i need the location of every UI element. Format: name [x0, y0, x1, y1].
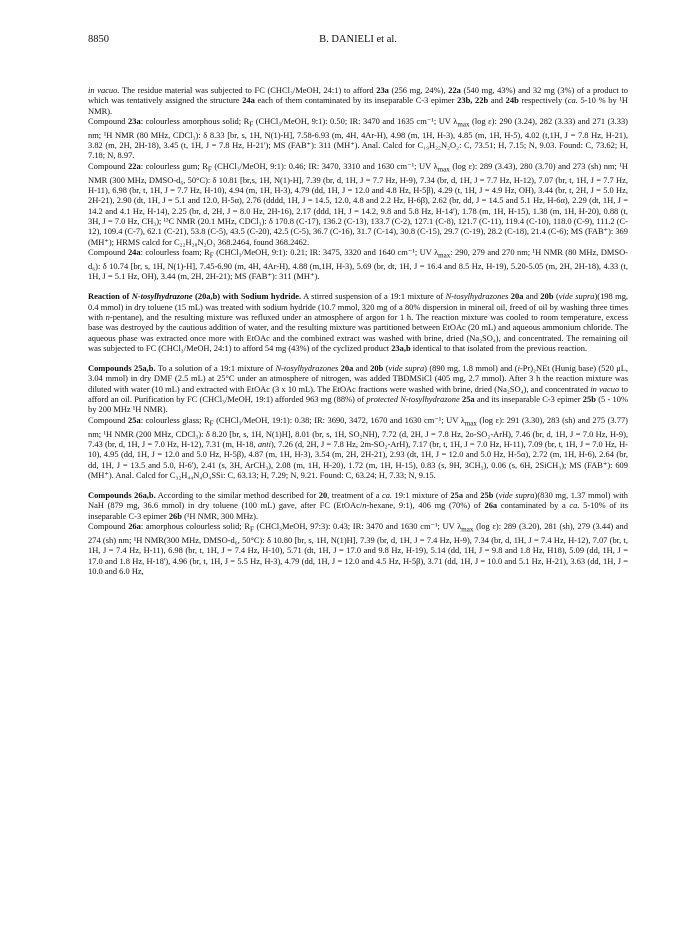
text-run: respectively ( — [518, 95, 568, 106]
text-run: Reaction of — [88, 291, 132, 302]
text-run: Compound — [88, 246, 128, 257]
text-run: : colourless gum; R — [140, 160, 208, 171]
text-run: (log ε): 290 (3.24), 282 (3.33) and 271 (3.33) nm; ¹H NMR (80 MHz, CDCl₃): δ 8.33 [br, s, 1H, N(1)-H], 7.58-6.93 (m, 4H, 4Ar-H), 4.98 (m, 1H, H-3), 4.85 (m, 1H, H-5), 4.02 (t,1H, J = 7.8 Hz, H-21), 3.82 (m, 2H, 2H-18), 3.45 (t, 1H, J = 7.8 Hz, H-21'); MS (FAB⁺): 311 (MH⁺). Anal. Calcd for C₁₉H₂₂N₂O₂: C, 73.51; H, 7.15; N, 9.03. Found: C, 73.62; H, 7.18; N, 8.97. — [88, 115, 628, 161]
text-run: contaminated by a — [497, 500, 570, 511]
paragraph — [88, 363, 628, 414]
text-run: (CHCl₃/MeOH, 19:1): 0.38; IR: 3690, 3472, 1670 and 1630 cm⁻¹; UV λ — [213, 414, 465, 425]
text-run: n — [105, 312, 110, 322]
text-run: : colourless glass; R — [140, 414, 210, 425]
paragraph — [88, 116, 628, 161]
paragraph-gap — [88, 353, 628, 363]
text-run: )(830 mg, 1.37 mmol) with NaH (879 mg, 36.6 mmol) in dry toluene (100 mL) gave, after FC (EtOAc/ — [88, 490, 628, 511]
text-run: 20 — [318, 490, 328, 501]
text-run: (CHCl₃MeOH, 97:3): 0.43; IR: 3470 and 1630 cm⁻¹; UV λ — [253, 521, 462, 532]
text-run: 25b — [582, 394, 596, 405]
text-run: 5-10 % by ¹H NMR). — [88, 95, 628, 116]
text-run: each of them contaminated by its inseparable C-3 epimer — [254, 95, 458, 106]
text-run: max — [437, 165, 450, 174]
text-run: (256 mg, 24%), — [388, 85, 449, 95]
paragraph-gap — [88, 480, 628, 490]
paragraph-gap — [88, 281, 628, 291]
text-run: Compound — [88, 521, 129, 532]
text-run: 25a — [128, 414, 141, 425]
text-run: 26a — [484, 500, 498, 511]
text-run: ) (890 mg, 1.8 mmol) and ( — [424, 363, 518, 374]
text-run: ca. — [567, 95, 578, 106]
text-run: identical to that isolated from the previous reaction. — [410, 342, 588, 353]
text-run: (CHCl₃/MeOH, 9:1): 0.46; IR: 3470, 3310 and 1630 cm⁻¹; UV λ — [211, 160, 438, 171]
text-run: max — [438, 251, 451, 260]
paragraph — [88, 247, 628, 282]
text-run: and — [463, 490, 481, 501]
text-run: vide supra — [498, 490, 535, 501]
text-run: 25a — [450, 490, 464, 501]
text-run: 24b — [505, 95, 519, 106]
text-run: (CHCl₃/MeOH, 9:1): 0.21; IR: 3475, 3320 and 1640 cm⁻¹; UV λ — [213, 246, 439, 257]
text-run: -hexane, 9:1), 406 mg (70%) of — [366, 500, 485, 511]
text-run: vide supra — [388, 363, 425, 374]
text-run: A stirred suspension of a 19:1 mixture of — [301, 291, 446, 302]
text-run: protected N-tosylhydrazone — [366, 394, 460, 405]
text-run: N-tosylhydrazones — [445, 291, 509, 302]
text-run: (log ε): 289 (3.20), 281 (sh), 279 (3.44) and 274 (sh) nm; ¹H NMR(300 MHz, DMSO-d₆, 50°C): δ 10.80 [br, s, 1H, N(1)H], 7.39 (br, d, 1H, J = 7.4 Hz, H-9), 7.34 (br, d, 1H, J = 7.4 Hz, H-12), 7.07 (br, t, 1H, J = 7.4 Hz, H-11), 6.98 (br, t, 1H, J = 7.4 Hz, H-10), 5.71 (dt, 1H, J = 17.0 and 9.8 Hz, H-19), 5.14 (dd, 1H, J = 9.8 and 1.8 Hz, H18), 5.09 (dd, 1H, J = 17.0 and 1.8 Hz, H-18'), 4.96 (br, t, 1H, J = 5.5 Hz, H-3), 4.79 (dd, 1H, J = 12.0 and 4.5 Hz, H-5β), 3.71 (dd, 1H, J = 10.0 and 5.1 Hz, H-21), 3.63 (dd, 1H, J = 10.0 and 6.0 Hz, — [88, 521, 628, 576]
text-run: and — [353, 363, 371, 374]
paragraph — [88, 415, 628, 480]
paragraph — [88, 521, 628, 576]
text-run: in vacuo — [590, 383, 620, 394]
paragraph — [88, 85, 628, 116]
text-run: vide supra — [558, 291, 595, 302]
text-run: 20a — [510, 291, 524, 302]
text-run: To a solution of a 19:1 mixture of — [155, 363, 276, 374]
text-run: According to the similar method described for — [155, 490, 319, 501]
text-run: Compounds 25a,b. — [88, 363, 156, 374]
text-run: Compound — [88, 160, 129, 171]
text-run: (5 - 10% by 200 MHz ¹H NMR). — [88, 394, 628, 415]
text-run: (CHCl₃/MeOH, 9:1): 0.50; IR: 3470 and 1635 cm⁻¹; UV λ — [253, 115, 458, 126]
text-run: F — [249, 525, 254, 534]
text-run: anti — [257, 438, 271, 449]
text-run: : colourless foam; R — [140, 246, 210, 257]
text-run: 23a — [376, 85, 389, 95]
text-run: ca. — [569, 500, 580, 511]
text-run: (540 mg, 43%) and 32 mg (3%) of a product to which was tentatively assigned the structure — [88, 85, 628, 106]
text-run: 19:1 mixture of — [392, 490, 451, 501]
text-run: ( — [553, 291, 559, 302]
text-run: The residue material was subjected to FC (CHCl₃/MeOH, 24:1) to afford — [119, 85, 377, 95]
text-run: n — [362, 500, 367, 511]
text-run: )(198 mg, 0.4 mmol) in dry toluene (15 mL) was treated with sodium hydride (10.7 mmol, 320 mg of a 80% dispersion in mineral oil, freed of oil by washing three times with — [88, 291, 629, 322]
text-run: in vacuo. — [88, 85, 120, 95]
text-run: 23a,b — [391, 342, 411, 353]
text-run: (log ε): 289 (3.43), 280 (3.70) and 273 (sh) nm; ¹H NMR (300 MHz, DMSO-d₆, 50°C): δ 10.81 [br,s, 1H, N(1)-H], 7.39 (br, d, 1H, J = 7.7 Hz, H-9), 7.34 (br, d, 1H, J = 7.7 Hz, H-12), 7.07 (br, t, 1H, J = 7.7 Hz, H-11), 6.98 (br, t, 1H, J = 7.7 Hz, H-10), 4.94 (m, 1H, H-3), 4.79 (dd, 1H, J = 12.0 and 4.8 Hz, H-5β), 4.29 (t, 1H, J = 4.9 Hz, OH), 3.44 (br, t, 2H, J = 5.0 Hz, 2H-21), 2.90 (dt, 1H, J = 5.1 and 12.0, H-5α), 2.76 (dddd, 1H, J = 14.5, 12.0, 4.8 and 2.2 Hz, H-6β), 2.62 (br, dd, J = 14.5 and 5.1 Hz, H-6α), 2.29 (dt, 1H, J = 14.2 and 4.1 Hz, H-14), 2.25 (br, d, 2H, J = 8.0 Hz, 2H-16), 2.17 (ddd, 1H, J = 14.2, 9.8 and 5.8 Hz, H-14'), 1.78 (m, 1H, H-15), 1.38 (m, 1H, H-20), 0.88 (t, 3H, J = 7.0 Hz, CH₃); ¹³C NMR (20.1 MHz, CDCl₃): δ 170.8 (C-17), 136.2 (C-13), 133.7 (C-2), 127.1 (C-8), 121.7 (C-11), 119.4 (C-10), 118.0 (C-9), 111.2 (C-12), 109.4 (C-7), 62.1 (C-21), 53.8 (C-5), 43.5 (C-20), 42.5 (C-5), 36.7 (C-16), 31.7 (C-14), 30.8 (C-15), 29.7 (C-19), 28.2 (C-18), 21.4 (C-6); MS (FAB⁺): 369 (MH⁺); HRMS calcd for C₂₂H₂₈N₂O₃ 368.2464, found 368.2462. — [88, 160, 628, 247]
text-run: ), 7.26 (d, 2H, J = 7.8 Hz, 2m-SO₂-ArH), 7.17 (br, t, 1H, J = 7.0 Hz, H-11), 7.09 (br, t, 1H, J = 7.0 Hz, H-10), 4.95 (dd, 1H, J = 12.0 and 5.0 Hz, H-5β), 4.87 (m, 1H, H-3), 3.54 (m, 2H, 2H-21), 2.93 (dt, 1H, J = 12.0 and 5.0 Hz, H-5α), 2.72 (m, 1H, H-6), 2.64 (br, dd, 1H, J = 13.5 and 5.0, H-6'), 2.41 (s, 3H, ArCH₃), 2.08 (m, 1H, H-20), 1.72 (m, 1H, H-15), 0.83 (s, 9H, 3CH₃), 0.06 (s, 6H, 2SiCH₃); MS (FAB⁺): 609 (MH⁺). Anal. Calcd for C₃₂H₄₄N₄O₄SSi: C, 63.13; H, 7.29; N, 9.21. Found: C, 63.24; H, 7.33; N, 9.15. — [88, 438, 628, 480]
text-run: 26a — [128, 521, 141, 532]
text-run: , treatment of a — [327, 490, 382, 501]
text-run: ( — [493, 490, 499, 501]
text-run: ca. — [381, 490, 393, 501]
text-run: 24a — [127, 246, 141, 257]
text-run: -Pr)₂NEt (Hunig base) (520 μL, 3.04 mmol) in dry DMF (2.5 mL) at 25°C under an atmosphere of nitrogen, was added TBDMSiCl (405 mg, 2.7 mmol). After 3 h the reaction mixture was diluted with water (10 mL) and extracted with EtOAc (3 x 10 mL). The EtOAc fractions were washed with brine, dried (Na₂SO₄), and concentrated — [88, 363, 628, 394]
text-run: : amorphous colourless solid; R — [140, 521, 250, 532]
page-number: 8850 — [88, 34, 109, 45]
text-run: F — [249, 120, 254, 129]
paragraph — [88, 490, 628, 521]
text-run: 22a — [128, 160, 141, 171]
text-run: to afford an oil. Purification by FC (CHCl₃/MeOH, 19:1) afforded 963 mg (88%) of — [88, 383, 628, 405]
text-run: i — [517, 363, 520, 374]
text-run: N-tosylhydrazone — [131, 291, 193, 302]
paragraph — [88, 291, 628, 353]
text-run: F — [207, 165, 212, 174]
text-run: 20b — [540, 291, 554, 302]
text-run: (¹H NMR, 300 MHz). — [181, 510, 259, 521]
text-run: Compounds 26a,b. — [88, 490, 156, 501]
text-run: : 290, 279 and 270 nm; ¹H NMR (80 MHz, DMSO-d₆): δ 10.74 [br, s, 1H, N(1)-H], 7.45-6.90 (m, 4H, 4Ar-H), 4.88 (m,1H, H-3), 5.69 (br, dt, 1H, J = 16.4 and 8.5 Hz, H-19), 5.20-5.05 (m, 2H, 2H-18), 4.33 (t, 1H, J = 5.1 Hz, OH), 3.44 (m, 2H, 2H-21); MS (FAB⁺): 311 (MH⁺). — [88, 246, 628, 282]
text-run: 23a — [128, 115, 141, 126]
text-run: max — [464, 419, 477, 428]
text-run: N-tosylhydrazones — [275, 363, 339, 374]
text-run: 25a — [461, 394, 475, 405]
running-title: B. DANIELI et al. — [319, 34, 397, 45]
text-run: 20a — [340, 363, 354, 374]
text-run: max — [457, 120, 470, 129]
text-run: F — [209, 419, 214, 428]
text-run: 5-10% of its inseparable C-3 epimer — [88, 500, 628, 521]
text-run: 20b — [370, 363, 384, 374]
text-run: F — [209, 251, 214, 260]
text-run: Compound — [88, 115, 129, 126]
text-run: : colourless amorphous solid; R — [140, 115, 250, 126]
text-run: 22a — [448, 85, 461, 95]
page-header — [88, 34, 628, 48]
text-run: -pentane), and the resulting mixture was refluxed under an atmosphere of argon for 1 h. The reaction mixture was cooled to room temperature, excess base was destroyed by the cautious addition of water, and the resulting mixture was partitioned between EtOAc (20 mL) and aqueous ammonium chloride. The aqueous phase was extracted once more with EtOAc and the combined extract was washed with brine, dried (Na₂SO₄), and concentrated. The remaining oil was subjected to FC (CHCl₃/MeOH, 24:1) to afford 54 mg (43%) of the cyclized product — [88, 312, 628, 353]
text-run: Compound — [88, 414, 129, 425]
paragraph — [88, 161, 628, 247]
text-run: max — [461, 525, 474, 534]
article-body — [88, 85, 628, 576]
text-run: and its inseparable C-3 epimer — [474, 394, 583, 405]
text-run: (log ε): 291 (3.30), 283 (sh) and 275 (3.77) nm; ¹H NMR (200 MHz, CDCl₃): δ 8.20 [br, s, 1H, N(1)H], 8.01 (br, s, 1H, SO₂NH), 7.72 (d, 2H, J = 7.8 Hz, 2o-SO₂-ArH), 7.46 (br, d, 1H, J = 7.0 Hz, H-9), 7.43 (br, d, 1H, J = 7.0 Hz, H-12), 7.31 (m, H-18, — [88, 414, 628, 449]
text-run: 24a — [242, 95, 255, 106]
text-run: and — [523, 291, 541, 302]
text-run: 26b — [168, 510, 182, 521]
text-run: ( — [383, 363, 389, 374]
text-run: 23b, 22b — [457, 95, 489, 106]
text-run: (20a,b) with Sodium hydride. — [192, 291, 302, 302]
text-run: 25b — [480, 490, 494, 501]
text-run: and — [488, 95, 506, 106]
